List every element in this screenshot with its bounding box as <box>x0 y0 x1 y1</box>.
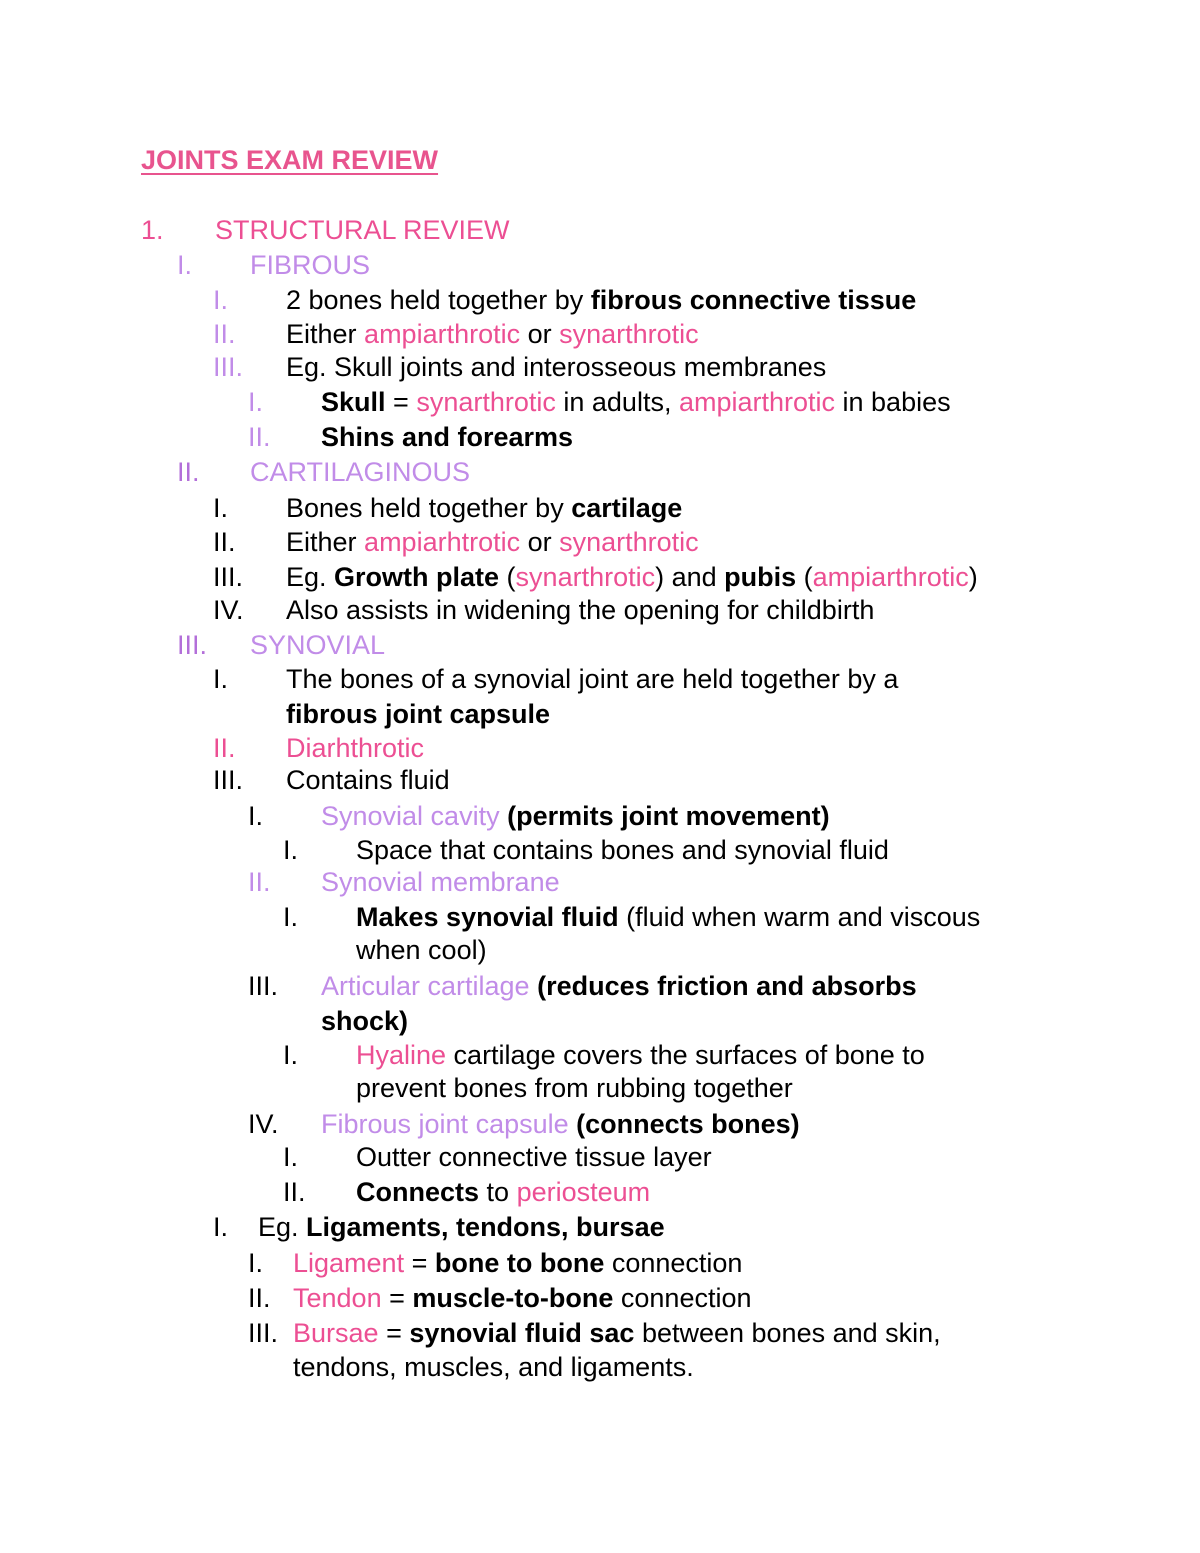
list-item: II. Diarhthrotic <box>213 733 425 763</box>
document-title: JOINTS EXAM REVIEW <box>141 145 439 175</box>
section-heading: 1. STRUCTURAL REVIEW <box>141 215 510 245</box>
list-item: III. Eg. Skull joints and interosseous membranes <box>213 352 827 382</box>
list-marker: II. <box>213 733 236 763</box>
list-marker: I. <box>283 1142 299 1172</box>
list-item: I. Synovial cavity (permits joint movement) <box>248 801 830 831</box>
list-marker: II. <box>213 527 236 557</box>
list-item: II. Either ampiarthrotic or synarthrotic <box>213 319 699 349</box>
list-item: II. Tendon = muscle-to-bone connection <box>248 1283 752 1313</box>
list-item-continuation: shock) <box>321 1006 409 1036</box>
list-marker: II. <box>248 867 271 897</box>
subsection-heading: I. FIBROUS <box>177 250 371 280</box>
list-marker: I. <box>283 1040 299 1070</box>
list-marker: III. <box>213 765 244 795</box>
list-item: IV. Also assists in widening the opening for childbirth <box>213 595 875 625</box>
list-marker: I. <box>177 250 193 280</box>
list-marker: II. <box>213 319 236 349</box>
list-item: II. Connects to periosteum <box>283 1177 651 1207</box>
list-item-continuation: fibrous joint capsule <box>286 699 551 729</box>
list-item-continuation: tendons, muscles, and ligaments. <box>293 1352 694 1382</box>
list-marker: I. <box>213 664 229 694</box>
list-marker: I. <box>283 835 299 865</box>
list-item: I. Eg. Ligaments, tendons, bursae <box>213 1212 665 1242</box>
list-marker: 1. <box>141 215 164 245</box>
list-item: I. The bones of a synovial joint are held together by a <box>213 664 899 694</box>
list-item: III. Contains fluid <box>213 765 450 795</box>
list-marker: IV. <box>213 595 244 625</box>
list-marker: III. <box>248 1318 279 1348</box>
list-item: I. Space that contains bones and synovial fluid <box>283 835 889 865</box>
list-marker: I. <box>213 285 229 315</box>
list-marker: I. <box>213 1212 229 1242</box>
list-item: I. Makes synovial fluid (fluid when warm and viscous <box>283 902 981 932</box>
list-marker: III. <box>248 971 279 1001</box>
list-marker: III. <box>177 630 208 660</box>
list-item: IV. Fibrous joint capsule (connects bones) <box>248 1109 800 1139</box>
list-item: I. 2 bones held together by fibrous connective tissue <box>213 285 917 315</box>
list-marker: II. <box>177 457 200 487</box>
subsection-heading: II. CARTILAGINOUS <box>177 457 471 487</box>
subsection-heading: III. SYNOVIAL <box>177 630 386 660</box>
list-marker: III. <box>213 352 244 382</box>
list-item: II. Shins and forearms <box>248 422 574 452</box>
list-marker: III. <box>213 562 244 592</box>
list-marker: II. <box>248 1283 271 1313</box>
list-item: I. Ligament = bone to bone connection <box>248 1248 743 1278</box>
list-marker: II. <box>248 422 271 452</box>
list-item: I. Hyaline cartilage covers the surfaces of bone to <box>283 1040 925 1070</box>
list-marker: I. <box>283 902 299 932</box>
list-item: III. Eg. Growth plate (synarthrotic) and pubis (ampiarthrotic) <box>213 562 978 592</box>
list-item-continuation: when cool) <box>356 935 487 965</box>
list-marker: I. <box>248 1248 264 1278</box>
list-item: II. Synovial membrane <box>248 867 560 897</box>
list-item: III. Articular cartilage (reduces friction and absorbs <box>248 971 917 1001</box>
list-marker: IV. <box>248 1109 279 1139</box>
list-item: II. Either ampiarhtrotic or synarthrotic <box>213 527 699 557</box>
list-marker: II. <box>283 1177 306 1207</box>
list-marker: I. <box>248 387 264 417</box>
list-item: III. Bursae = synovial fluid sac between bones and skin, <box>248 1318 941 1348</box>
list-item: I. Skull = synarthrotic in adults, ampiarthrotic in babies <box>248 387 951 417</box>
list-item-continuation: prevent bones from rubbing together <box>356 1073 793 1103</box>
list-item: I. Bones held together by cartilage <box>213 493 683 523</box>
list-marker: I. <box>248 801 264 831</box>
list-item: I. Outter connective tissue layer <box>283 1142 712 1172</box>
list-marker: I. <box>213 493 229 523</box>
